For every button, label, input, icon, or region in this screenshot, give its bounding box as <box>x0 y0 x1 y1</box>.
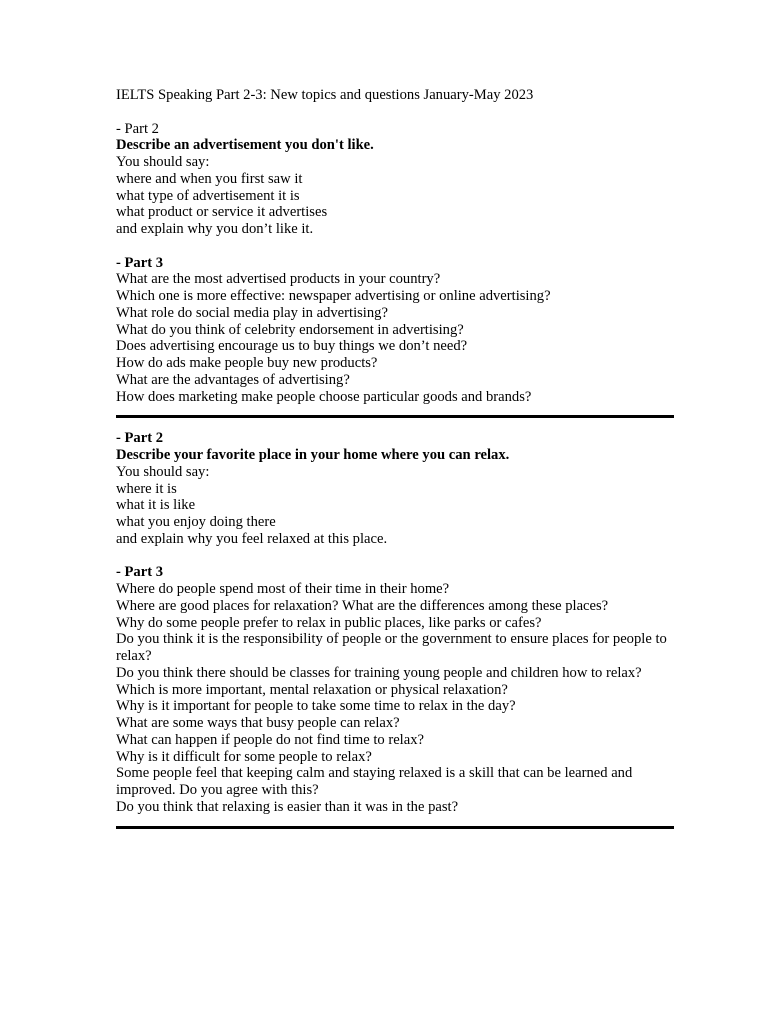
section-advertisement <box>116 121 674 406</box>
question-item: Where are good places for relaxation? What are the differences among these places? <box>116 597 609 614</box>
part2-heading: - Part 2 <box>116 120 159 137</box>
part2-heading: - Part 2 <box>116 430 164 447</box>
question-item: Do you think it is the responsibility of people or the government to ensure places for people to relax? <box>116 631 667 664</box>
section-divider <box>116 826 674 829</box>
part2-topic: Describe your favorite place in your home where you can relax. <box>116 447 510 463</box>
question-item: What are the most advertised products in your country? <box>116 271 441 288</box>
question-item: Which one is more effective: newspaper advertising or online advertising? <box>116 288 551 304</box>
question-item: How do ads make people buy new products? <box>116 355 378 371</box>
cue-item: and explain why you don’t like it. <box>116 221 314 237</box>
section-divider <box>116 415 674 418</box>
spacer <box>116 238 674 255</box>
document-page <box>116 87 674 829</box>
spacer <box>116 816 674 826</box>
question-item: What role do social media play in advertising? <box>116 304 388 321</box>
part3-heading: - Part 3 <box>116 564 164 581</box>
cue-item: what product or service it advertises <box>116 204 328 221</box>
cue-item: and explain why you feel relaxed at this place. <box>116 530 388 547</box>
document-title: IELTS Speaking Part 2-3: New topics and questions January-May 2023 <box>116 87 534 103</box>
spacer <box>116 548 674 565</box>
cue-intro: You should say: <box>116 463 210 480</box>
spacer <box>116 418 674 430</box>
cue-intro: You should say: <box>116 154 210 170</box>
question-item: What can happen if people do not find time to relax? <box>116 731 424 748</box>
question-item: Do you think that relaxing is easier than it was in the past? <box>116 798 459 815</box>
cue-item: what you enjoy doing there <box>116 514 276 530</box>
question-item: Which is more important, mental relaxation or physical relaxation? <box>116 681 508 698</box>
spacer <box>116 104 674 121</box>
cue-item: where and when you first saw it <box>116 170 303 187</box>
spacer <box>116 405 674 415</box>
question-item: How does marketing make people choose particular goods and brands? <box>116 388 532 405</box>
question-item: Some people feel that keeping calm and staying relaxed is a skill that can be learned and improved. Do you agree with this? <box>116 765 633 798</box>
cue-item: what type of advertisement it is <box>116 187 300 204</box>
cue-item: where it is <box>116 480 177 497</box>
cue-item: what it is like <box>116 497 196 514</box>
question-item: What are the advantages of advertising? <box>116 371 350 388</box>
question-item: What do you think of celebrity endorsement in advertising? <box>116 321 464 338</box>
part2-topic: Describe an advertisement you don't like. <box>116 137 374 154</box>
question-item: Does advertising encourage us to buy things we don’t need? <box>116 338 468 355</box>
question-item: Why is it important for people to take some time to relax in the day? <box>116 698 516 715</box>
section-relaxation <box>116 430 674 815</box>
question-item: Why is it difficult for some people to relax? <box>116 748 372 765</box>
question-item: Where do people spend most of their time in their home? <box>116 581 450 597</box>
question-item: Why do some people prefer to relax in public places, like parks or cafes? <box>116 614 542 631</box>
part3-heading: - Part 3 <box>116 254 164 271</box>
question-item: What are some ways that busy people can relax? <box>116 715 400 731</box>
question-item: Do you think there should be classes for training young people and children how to relax? <box>116 664 642 681</box>
